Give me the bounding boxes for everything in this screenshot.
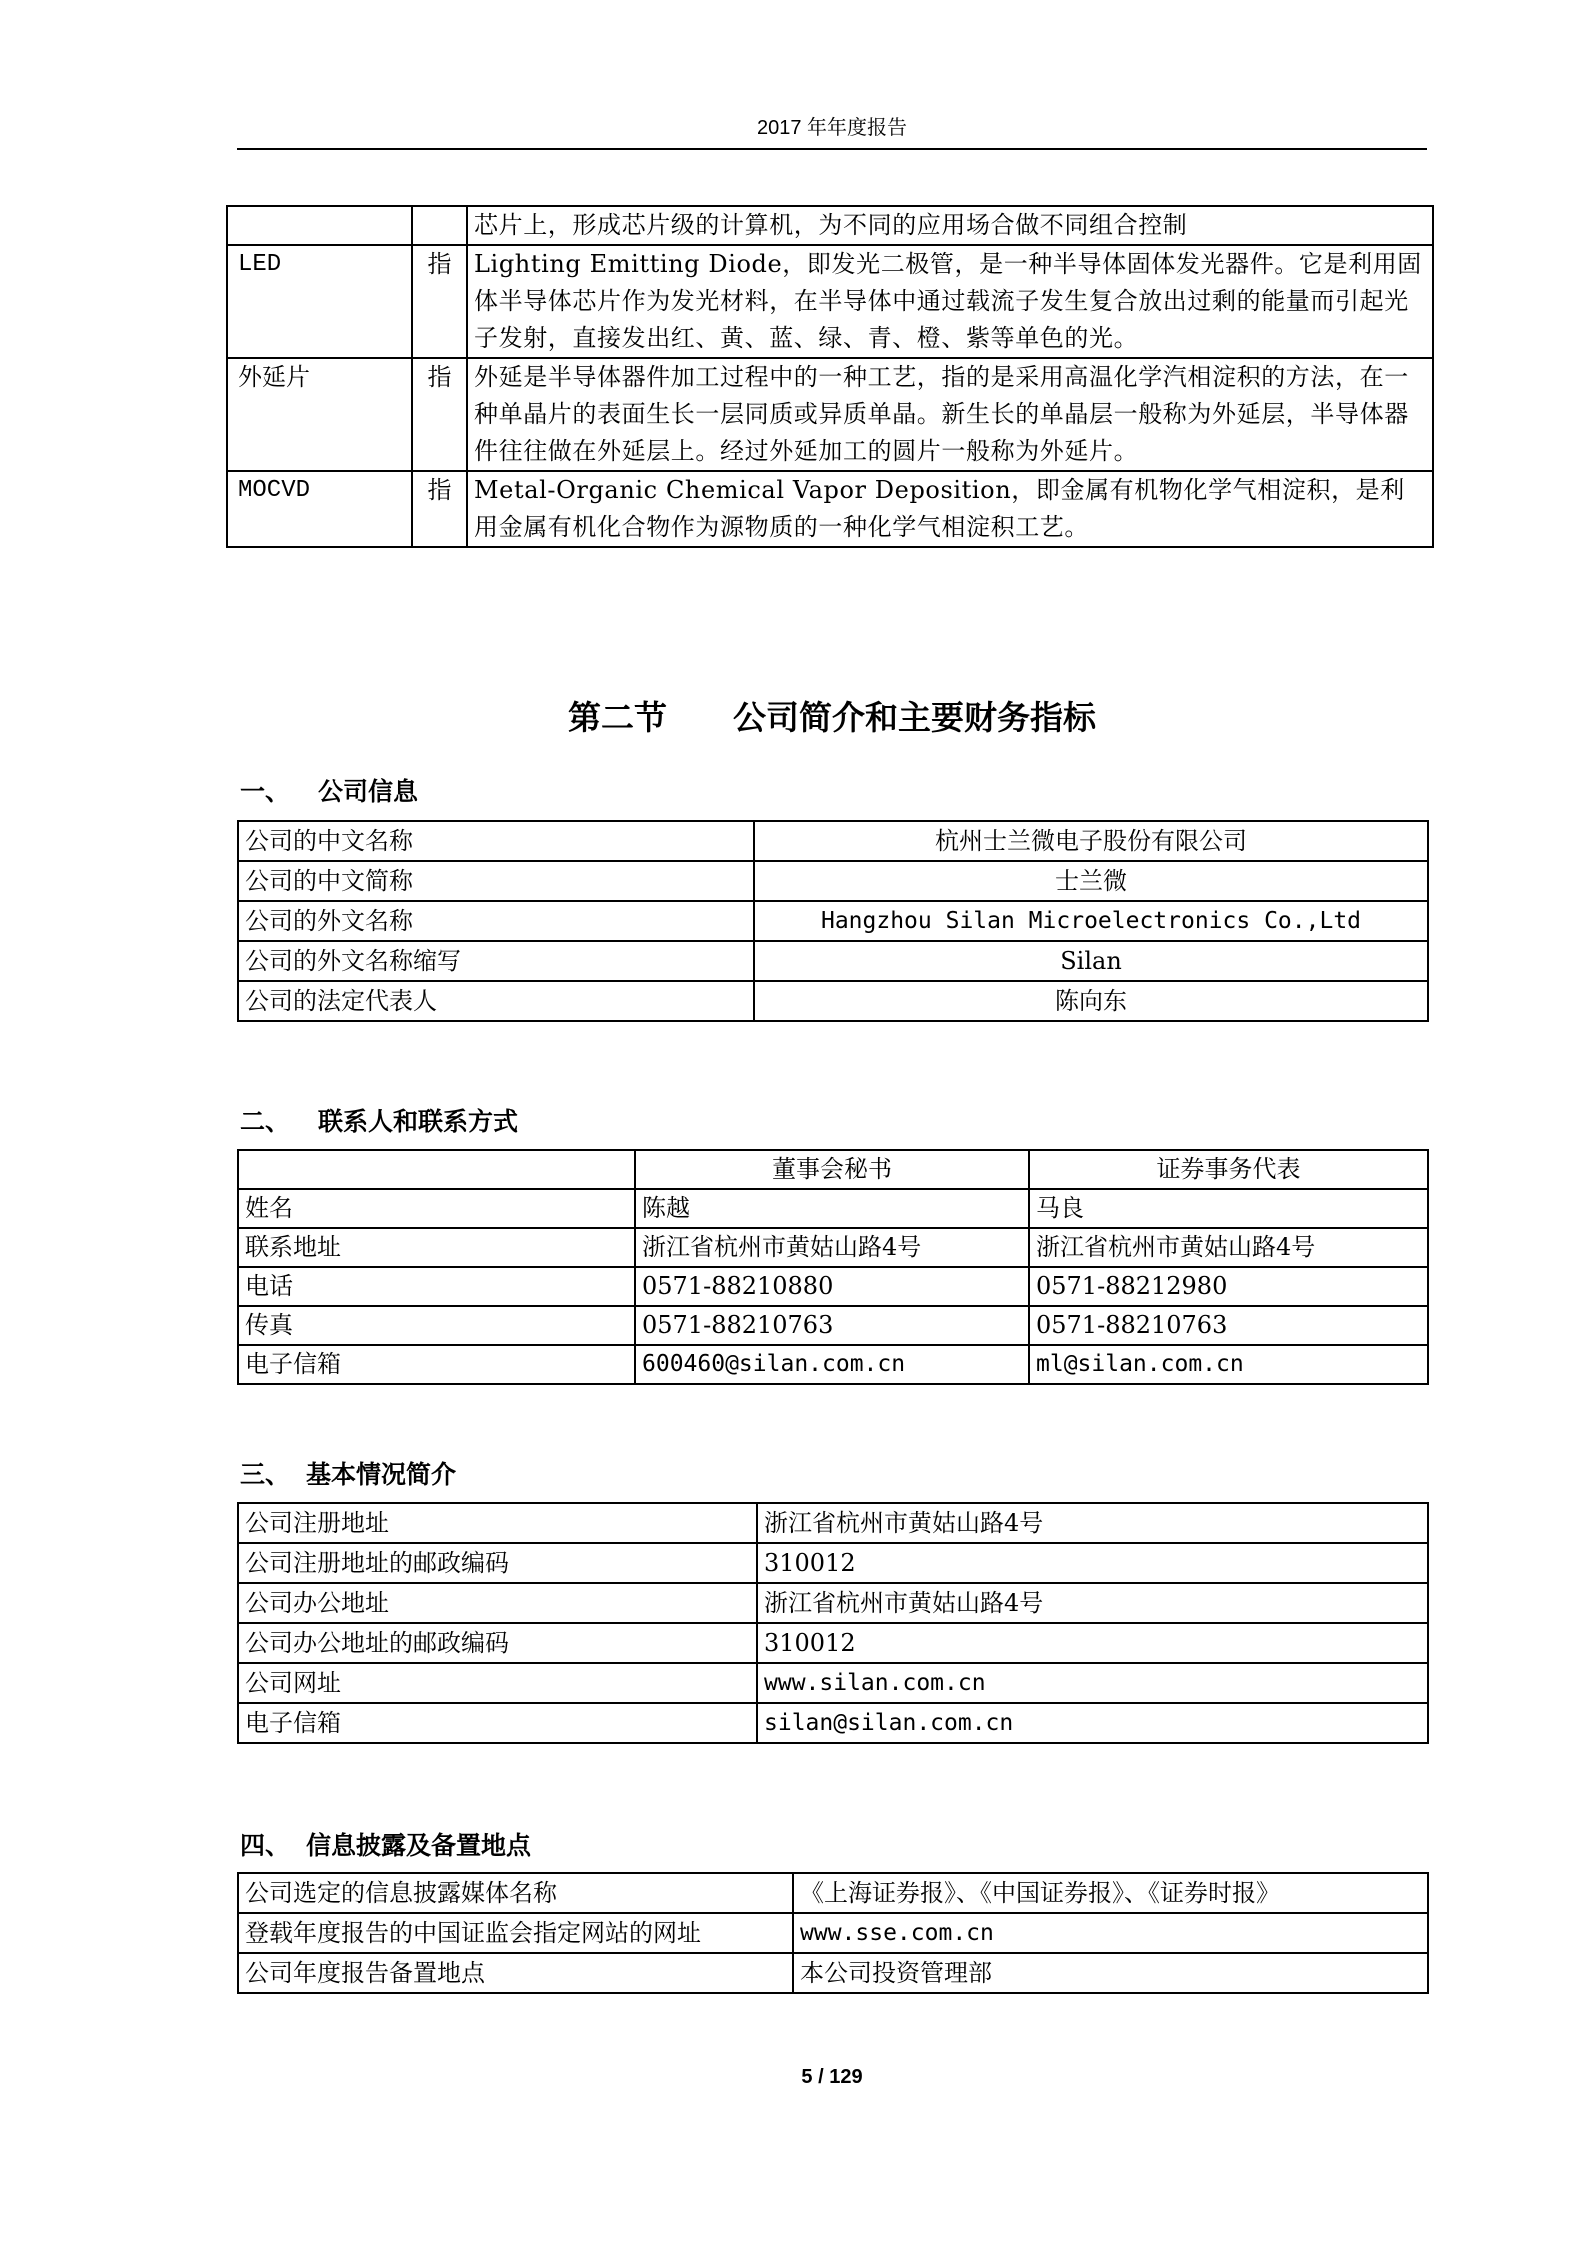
row-label: 公司注册地址的邮政编码 <box>238 1543 757 1583</box>
heading-number: 四、 <box>240 1831 291 1860</box>
table-row <box>238 1228 1428 1267</box>
row-value: 310012 <box>757 1543 1428 1583</box>
row-label: 公司办公地址的邮政编码 <box>238 1623 757 1663</box>
heading-number: 三、 <box>240 1460 291 1489</box>
heading-text: 联系人和联系方式 <box>318 1107 519 1136</box>
column-header: 证券事务代表 <box>1029 1150 1428 1189</box>
company-info-table <box>237 820 1429 1022</box>
glossary-table <box>226 205 1434 548</box>
heading-number: 二、 <box>240 1107 291 1136</box>
table-row <box>238 1663 1428 1703</box>
table-row <box>238 1913 1428 1953</box>
table-row <box>238 1873 1428 1913</box>
row-label: 电子信箱 <box>238 1345 635 1384</box>
row-value: Silan <box>754 941 1428 981</box>
table-row <box>238 1345 1428 1384</box>
glossary-term <box>227 206 412 245</box>
table-row <box>238 821 1428 861</box>
table-row <box>238 1543 1428 1583</box>
glossary-row <box>227 206 1433 245</box>
row-label: 公司网址 <box>238 1663 757 1703</box>
page-number: 5 / 129 <box>801 2066 863 2088</box>
representative-value: 0571-88210763 <box>1029 1306 1428 1345</box>
table-header-row <box>238 1150 1428 1189</box>
secretary-value: 0571-88210763 <box>635 1306 1029 1345</box>
row-label: 电话 <box>238 1267 635 1306</box>
table-row <box>238 861 1428 901</box>
running-header: 2017 年年度报告 <box>756 117 908 139</box>
row-value: www.sse.com.cn <box>793 1913 1428 1953</box>
table-row <box>238 941 1428 981</box>
representative-value: 浙江省杭州市黄姑山路4号 <box>1029 1228 1428 1267</box>
row-label: 联系地址 <box>238 1228 635 1267</box>
secretary-value: 陈越 <box>635 1189 1029 1228</box>
secretary-value: 浙江省杭州市黄姑山路4号 <box>635 1228 1029 1267</box>
row-value: 本公司投资管理部 <box>793 1953 1428 1993</box>
row-value: 士兰微 <box>754 861 1428 901</box>
row-label: 公司的外文名称 <box>238 901 754 941</box>
secretary-value: 0571-88210880 <box>635 1267 1029 1306</box>
glossary-definition: Metal-Organic Chemical Vapor Deposition，即金属有机物化学气相淀积，是利用金属有机化合物作为源物质的一种化学气相淀积工艺。 <box>467 471 1433 547</box>
row-label: 公司的法定代表人 <box>238 981 754 1021</box>
glossary-ref: 指 <box>412 471 467 547</box>
table-row <box>238 1306 1428 1345</box>
column-header <box>238 1150 635 1189</box>
disclosure-table <box>237 1872 1429 1994</box>
heading-text: 公司信息 <box>318 777 419 806</box>
glossary-definition: 外延是半导体器件加工过程中的一种工艺，指的是采用高温化学汽相淀积的方法，在一种单晶片的表面生长一层同质或异质单晶。新生长的单晶层一般称为外延层，半导体器件往往做在外延层上。经过外延加工的圆片一般称为外延片。 <box>467 358 1433 471</box>
row-label: 公司选定的信息披露媒体名称 <box>238 1873 793 1913</box>
table-row <box>238 1583 1428 1623</box>
glossary-definition: Lighting Emitting Diode，即发光二极管，是一种半导体固体发光器件。它是利用固体半导体芯片作为发光材料，在半导体中通过载流子发生复合放出过剩的能量而引起光子发射，直接发出红、黄、蓝、绿、青、橙、紫等单色的光。 <box>467 245 1433 358</box>
row-value: 浙江省杭州市黄姑山路4号 <box>757 1503 1428 1543</box>
row-value: Hangzhou Silan Microelectronics Co.,Ltd <box>754 901 1428 941</box>
glossary-row <box>227 245 1433 358</box>
basic-info-table <box>237 1502 1429 1744</box>
row-value: silan@silan.com.cn <box>757 1703 1428 1743</box>
row-value: www.silan.com.cn <box>757 1663 1428 1703</box>
row-value: 310012 <box>757 1623 1428 1663</box>
table-row <box>238 1189 1428 1228</box>
table-row <box>238 1703 1428 1743</box>
glossary-term: 外延片 <box>227 358 412 471</box>
glossary-ref <box>412 206 467 245</box>
representative-value: ml@silan.com.cn <box>1029 1345 1428 1384</box>
row-value: 杭州士兰微电子股份有限公司 <box>754 821 1428 861</box>
glossary-term: MOCVD <box>227 471 412 547</box>
basic-info-heading <box>240 1455 456 1495</box>
table-row <box>238 981 1428 1021</box>
row-value: 陈向东 <box>754 981 1428 1021</box>
row-label: 公司注册地址 <box>238 1503 757 1543</box>
contacts-heading <box>240 1102 518 1142</box>
glossary-row <box>227 471 1433 547</box>
row-value: 《上海证券报》、《中国证券报》、《证券时报》 <box>793 1873 1428 1913</box>
row-label: 公司的中文简称 <box>238 861 754 901</box>
table-row <box>238 1267 1428 1306</box>
disclosure-heading <box>240 1826 531 1866</box>
row-label: 公司的外文名称缩写 <box>238 941 754 981</box>
heading-text: 基本情况简介 <box>306 1460 457 1489</box>
heading-text: 信息披露及备置地点 <box>306 1831 532 1860</box>
row-label: 公司的中文名称 <box>238 821 754 861</box>
glossary-ref: 指 <box>412 245 467 358</box>
representative-value: 0571-88212980 <box>1029 1267 1428 1306</box>
representative-value: 马良 <box>1029 1189 1428 1228</box>
glossary-definition: 芯片上，形成芯片级的计算机，为不同的应用场合做不同组合控制 <box>467 206 1433 245</box>
row-label: 姓名 <box>238 1189 635 1228</box>
glossary-term: LED <box>227 245 412 358</box>
company-info-heading <box>240 772 418 812</box>
header-rule <box>237 148 1427 150</box>
row-label: 公司办公地址 <box>238 1583 757 1623</box>
row-value: 浙江省杭州市黄姑山路4号 <box>757 1583 1428 1623</box>
contacts-table <box>237 1149 1429 1385</box>
secretary-value: 600460@silan.com.cn <box>635 1345 1029 1384</box>
table-row <box>238 901 1428 941</box>
row-label: 传真 <box>238 1306 635 1345</box>
row-label: 登载年度报告的中国证监会指定网站的网址 <box>238 1913 793 1953</box>
column-header: 董事会秘书 <box>635 1150 1029 1189</box>
row-label: 电子信箱 <box>238 1703 757 1743</box>
row-label: 公司年度报告备置地点 <box>238 1953 793 1993</box>
table-row <box>238 1503 1428 1543</box>
table-row <box>238 1953 1428 1993</box>
table-row <box>238 1623 1428 1663</box>
glossary-row <box>227 358 1433 471</box>
section-title: 第二节 公司简介和主要财务指标 <box>568 698 1096 737</box>
glossary-ref: 指 <box>412 358 467 471</box>
heading-number: 一、 <box>240 777 291 806</box>
